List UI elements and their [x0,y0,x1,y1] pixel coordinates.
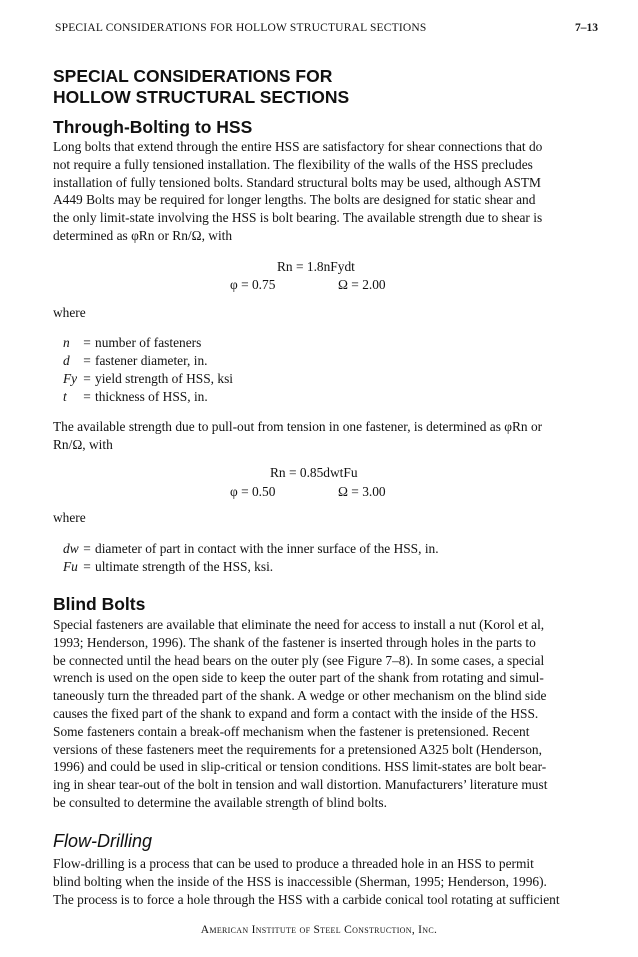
where-label: where [53,510,86,525]
section-title-line1: SPECIAL CONSIDERATIONS FOR [53,66,333,86]
paragraph-line: wrench is used on the open side to keep the outer part of the shank from rotating and simul- [53,670,544,686]
heading-blind-bolts: Blind Bolts [53,594,146,614]
paragraph-line: A449 Bolts may be required for longer lengths. The bolts are designed for static shear and [53,192,536,208]
definition-text: ultimate strength of the HSS, ksi. [95,559,274,574]
definition-symbol: dw [63,541,79,556]
definition-symbol: n [63,335,70,350]
paragraph-line: be connected until the head bears on the outer ply (see Figure 7–8). In some cases, a special [53,652,545,668]
definition-symbol: Fy [63,371,78,386]
heading-through-bolting: Through-Bolting to HSS [53,117,253,137]
paragraph-line: ing in shear tear-out of the bolt in tension and wall distortion. Manufacturers’ literature must [53,777,548,793]
definition-text: yield strength of HSS, ksi [95,371,233,386]
definition-row: t = thickness of HSS, in. [63,389,208,404]
definition-row: dw = diameter of part in contact with the inner surface of the HSS, in. [63,541,439,556]
paragraph-line: versions of these fasteners meet the requirements for a pretensioned A325 bolt (Henderson, [53,741,542,757]
paragraph-line: 1993; Henderson, 1996). The shank of the fastener is inserted through holes in the parts to [53,634,536,650]
definition-row: n = number of fasteners [63,335,202,350]
equation-rn-shear: Rn = 1.8nFydt [277,259,355,274]
paragraph-line: Long bolts that extend through the entire HSS are satisfactory for shear connections that do [53,139,543,154]
page-footer: American Institute of Steel Construction, Inc. [200,924,438,936]
paragraph-through-bolting [53,138,573,245]
paragraph-flow-drilling [53,855,573,908]
paragraph-pull-out [53,418,573,454]
definition-symbol: t [63,389,67,404]
section-title-line2: HOLLOW STRUCTURAL SECTIONS [53,87,350,107]
paragraph-blind-bolts [53,616,573,812]
paragraph-line: blind bolting when the inside of the HSS is inaccessible (Sherman, 1995; Henderson, 1996). [53,873,547,889]
definition-list [63,334,233,406]
paragraph-line: causes the fixed part of the shank to expand and form a contact with the inside of the HSS. [53,705,539,721]
heading-flow-drilling: Flow-Drilling [53,831,153,851]
equation-omega-shear: Ω = 2.00 [338,277,386,292]
equation-omega-pullout: Ω = 3.00 [338,484,386,499]
paragraph-line: Flow-drilling is a process that can be used to produce a threaded hole in an HSS to permit [53,856,534,871]
paragraph-line: 1996) and could be used in slip-critical or tension conditions. HSS limit-states are bolt bear- [53,759,547,775]
definition-row: Fu = ultimate strength of the HSS, ksi. [63,559,274,574]
definition-symbol: Fu [63,559,78,574]
equation-rn-pullout: Rn = 0.85dwtFu [270,465,358,480]
paragraph-line: not require a fully tensioned installation. The flexibility of the walls of the HSS precludes [53,156,533,172]
running-header: SPECIAL CONSIDERATIONS FOR HOLLOW STRUCTURAL SECTIONS [55,22,427,34]
paragraph-line: determined as φRn or Rn/Ω, with [53,227,233,243]
definition-text: thickness of HSS, in. [95,389,208,404]
paragraph-line: The process is to force a hole through the HSS with a carbide conical tool rotating at sufficient [53,891,560,907]
definition-row: Fy = yield strength of HSS, ksi [63,371,233,386]
paragraph-line: installation of fully tensioned bolts. Standard structural bolts may be used, although ASTM [53,174,541,190]
where-label: where [53,305,86,320]
page-number: 7–13 [575,22,598,34]
paragraph-line: The available strength due to pull-out from tension in one fastener, is determined as φRn or [53,419,543,434]
equation-phi-pullout: φ = 0.50 [230,484,276,499]
paragraph-line: be consulted to determine the available strength of blind bolts. [53,794,387,810]
section-title [53,66,593,108]
paragraph-line: the only limit-state involving the HSS is bolt bearing. The available strength due to shear is [53,210,543,226]
definition-text: number of fasteners [95,335,202,350]
paragraph-line: Special fasteners are available that eliminate the need for access to install a nut (Korol et al, [53,617,545,632]
definition-list [63,540,439,576]
paragraph-line: taneously turn the threaded part of the shank. A wedge or other mechanism on the blind side [53,688,547,704]
definition-row: d = fastener diameter, in. [63,353,208,368]
definition-text: fastener diameter, in. [95,353,208,368]
paragraph-line: Some fasteners contain a break-off mechanism when the fastener is pretensioned. Recent [53,723,530,739]
definition-symbol: d [63,353,70,368]
equation-phi-shear: φ = 0.75 [230,277,276,292]
paragraph-line: Rn/Ω, with [53,436,113,452]
definition-text: diameter of part in contact with the inner surface of the HSS, in. [95,541,439,556]
